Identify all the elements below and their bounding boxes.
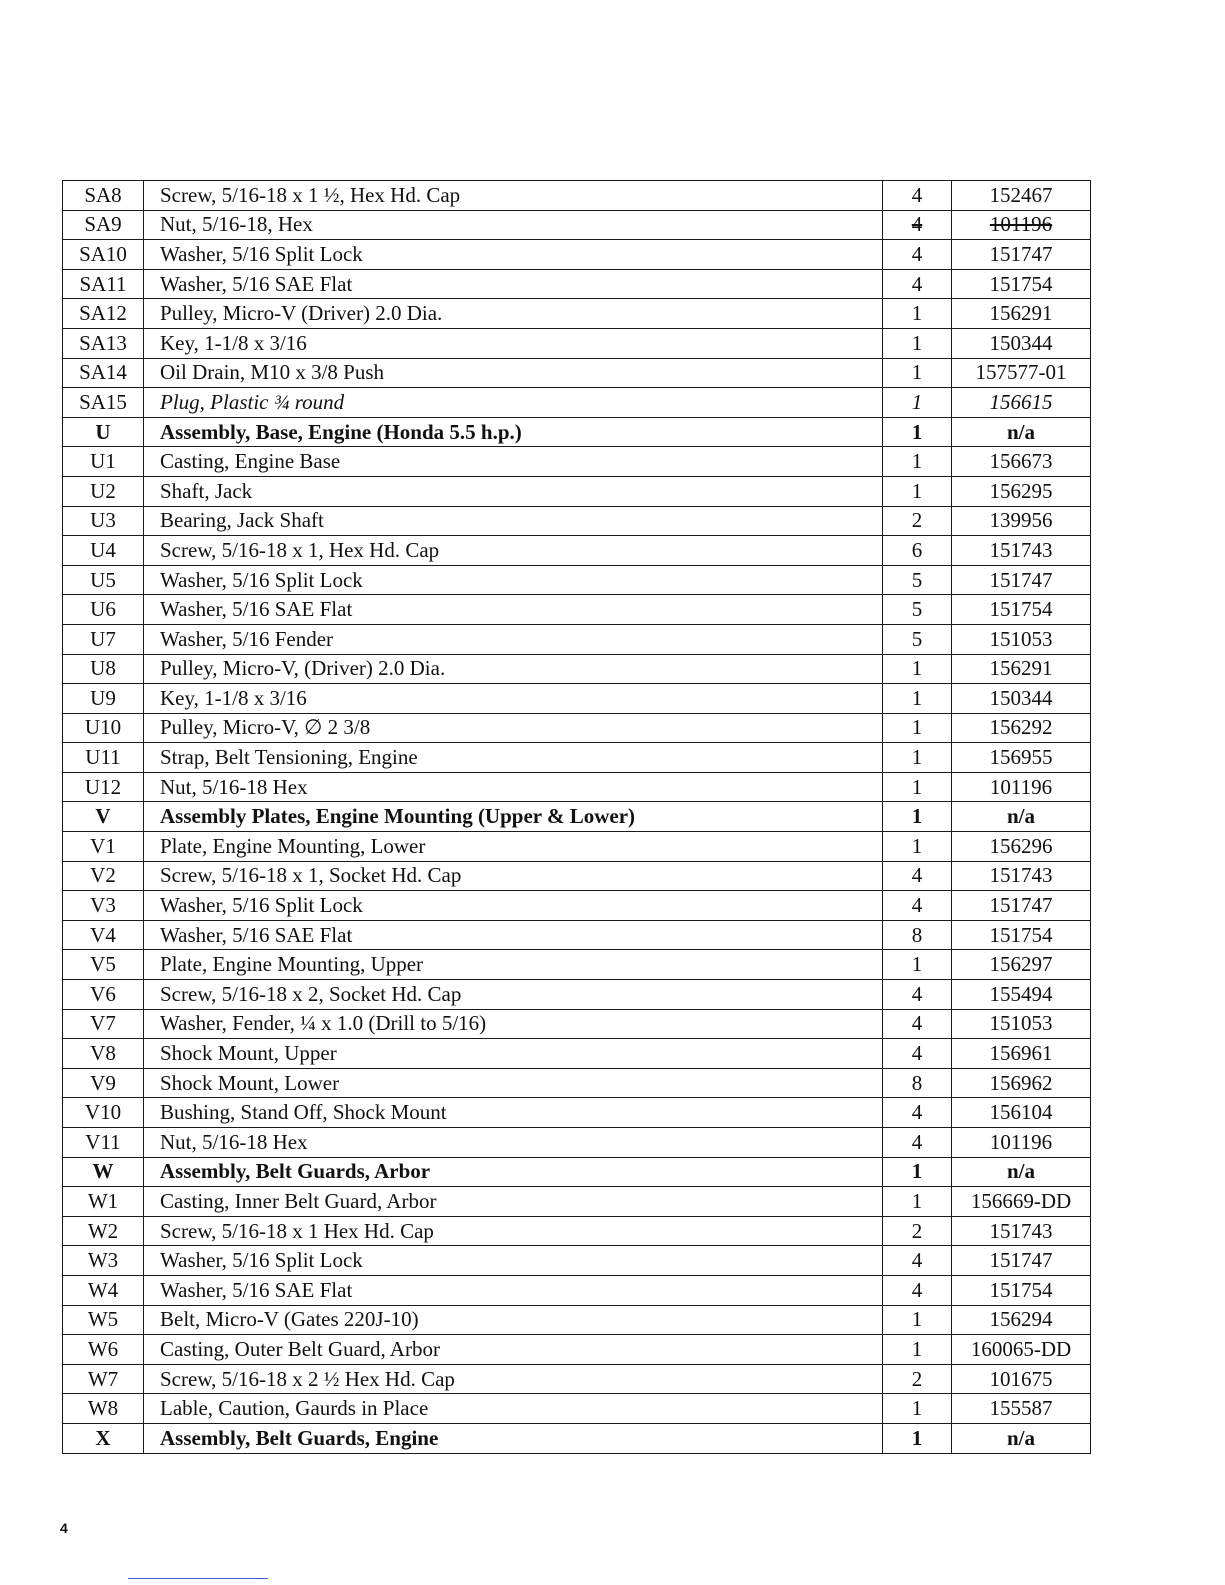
item-part-number-cell: 156104: [952, 1098, 1091, 1128]
assembly-row: [63, 417, 1091, 447]
item-quantity-cell: 1: [883, 388, 952, 418]
item-part-number-cell: n/a: [952, 802, 1091, 832]
table-row: [63, 1098, 1091, 1128]
item-part-number-cell: 151754: [952, 1275, 1091, 1305]
item-quantity-cell: 4: [883, 1098, 952, 1128]
item-id-cell: W1: [63, 1187, 144, 1217]
item-quantity-cell: 1: [883, 1423, 952, 1453]
table-row: [63, 1187, 1091, 1217]
table-row: [63, 980, 1091, 1010]
item-description-cell: Nut, 5/16-18 Hex: [144, 1128, 883, 1158]
table-row: [63, 772, 1091, 802]
item-id-cell: V4: [63, 920, 144, 950]
item-quantity-cell: 2: [883, 1216, 952, 1246]
item-description-cell: Casting, Outer Belt Guard, Arbor: [144, 1335, 883, 1365]
item-part-number-cell: 160065-DD: [952, 1335, 1091, 1365]
item-description-cell: Pulley, Micro-V, (Driver) 2.0 Dia.: [144, 654, 883, 684]
item-description-cell: Assembly, Belt Guards, Arbor: [144, 1157, 883, 1187]
item-part-number-cell: 156291: [952, 299, 1091, 329]
item-part-number-cell: 151754: [952, 269, 1091, 299]
item-id-cell: W2: [63, 1216, 144, 1246]
item-quantity-cell: 1: [883, 358, 952, 388]
item-id-cell: U: [63, 417, 144, 447]
item-description-cell: Washer, 5/16 Split Lock: [144, 1246, 883, 1276]
item-id-cell: V5: [63, 950, 144, 980]
item-part-number-cell: 156962: [952, 1068, 1091, 1098]
table-row: [63, 181, 1091, 211]
item-quantity-cell: 4: [883, 1039, 952, 1069]
item-quantity-cell: 4: [883, 1246, 952, 1276]
item-quantity-cell: 1: [883, 772, 952, 802]
item-part-number-cell: 151743: [952, 536, 1091, 566]
item-part-number-cell: 150344: [952, 328, 1091, 358]
item-description-cell: Shaft, Jack: [144, 476, 883, 506]
item-id-cell: X: [63, 1423, 144, 1453]
item-id-cell: SA13: [63, 328, 144, 358]
item-description-cell: Plug, Plastic ¾ round: [144, 388, 883, 418]
item-id-cell: W6: [63, 1335, 144, 1365]
table-row: [63, 950, 1091, 980]
item-quantity-cell: 1: [883, 684, 952, 714]
item-id-cell: U7: [63, 624, 144, 654]
table-row: [63, 1216, 1091, 1246]
table-row: [63, 684, 1091, 714]
item-description-cell: Washer, 5/16 Split Lock: [144, 565, 883, 595]
item-part-number-cell: 157577-01: [952, 358, 1091, 388]
assembly-row: [63, 1157, 1091, 1187]
item-part-number-cell: n/a: [952, 417, 1091, 447]
item-quantity-cell: 1: [883, 654, 952, 684]
item-part-number-cell: 101196: [952, 210, 1091, 240]
item-part-number-cell: 155494: [952, 980, 1091, 1010]
table-row: [63, 506, 1091, 536]
item-quantity-cell: 1: [883, 950, 952, 980]
item-description-cell: Key, 1-1/8 x 3/16: [144, 328, 883, 358]
table-row: [63, 269, 1091, 299]
assembly-row: [63, 802, 1091, 832]
item-quantity-cell: 1: [883, 1394, 952, 1424]
item-description-cell: Washer, 5/16 Fender: [144, 624, 883, 654]
item-part-number-cell: 101196: [952, 772, 1091, 802]
item-quantity-cell: 5: [883, 565, 952, 595]
item-quantity-cell: 1: [883, 713, 952, 743]
item-description-cell: Key, 1-1/8 x 3/16: [144, 684, 883, 714]
item-part-number-cell: 151747: [952, 1246, 1091, 1276]
table-row: [63, 536, 1091, 566]
item-id-cell: W: [63, 1157, 144, 1187]
table-row: [63, 920, 1091, 950]
item-part-number-cell: 101196: [952, 1128, 1091, 1158]
item-description-cell: Nut, 5/16-18, Hex: [144, 210, 883, 240]
item-quantity-cell: 4: [883, 210, 952, 240]
item-id-cell: V: [63, 802, 144, 832]
item-id-cell: V3: [63, 891, 144, 921]
table-row: [63, 299, 1091, 329]
item-quantity-cell: 4: [883, 1128, 952, 1158]
table-row: [63, 1009, 1091, 1039]
item-id-cell: SA12: [63, 299, 144, 329]
item-part-number-cell: 156297: [952, 950, 1091, 980]
item-quantity-cell: 4: [883, 861, 952, 891]
item-description-cell: Strap, Belt Tensioning, Engine: [144, 743, 883, 773]
table-row: [63, 358, 1091, 388]
item-quantity-cell: 1: [883, 1157, 952, 1187]
item-id-cell: SA14: [63, 358, 144, 388]
table-row: [63, 743, 1091, 773]
item-id-cell: U1: [63, 447, 144, 477]
item-id-cell: V11: [63, 1128, 144, 1158]
item-description-cell: Casting, Inner Belt Guard, Arbor: [144, 1187, 883, 1217]
item-quantity-cell: 4: [883, 1275, 952, 1305]
item-part-number-cell: 139956: [952, 506, 1091, 536]
item-part-number-cell: 156615: [952, 388, 1091, 418]
table-row: [63, 713, 1091, 743]
table-row: [63, 1335, 1091, 1365]
item-description-cell: Washer, 5/16 Split Lock: [144, 891, 883, 921]
item-description-cell: Screw, 5/16-18 x 1 ½, Hex Hd. Cap: [144, 181, 883, 211]
item-id-cell: V7: [63, 1009, 144, 1039]
item-description-cell: Screw, 5/16-18 x 1, Hex Hd. Cap: [144, 536, 883, 566]
table-row: [63, 565, 1091, 595]
item-quantity-cell: 2: [883, 1364, 952, 1394]
item-description-cell: Casting, Engine Base: [144, 447, 883, 477]
item-description-cell: Shock Mount, Lower: [144, 1068, 883, 1098]
item-part-number-cell: n/a: [952, 1157, 1091, 1187]
item-part-number-cell: 156955: [952, 743, 1091, 773]
item-description-cell: Pulley, Micro-V (Driver) 2.0 Dia.: [144, 299, 883, 329]
table-row: [63, 1128, 1091, 1158]
item-quantity-cell: 1: [883, 447, 952, 477]
table-row: [63, 832, 1091, 862]
item-part-number-cell: 156291: [952, 654, 1091, 684]
item-description-cell: Washer, 5/16 SAE Flat: [144, 920, 883, 950]
item-quantity-cell: 4: [883, 980, 952, 1010]
item-id-cell: W8: [63, 1394, 144, 1424]
item-id-cell: U12: [63, 772, 144, 802]
item-quantity-cell: 4: [883, 891, 952, 921]
item-quantity-cell: 8: [883, 1068, 952, 1098]
item-id-cell: U2: [63, 476, 144, 506]
item-part-number-cell: 155587: [952, 1394, 1091, 1424]
item-id-cell: SA8: [63, 181, 144, 211]
item-quantity-cell: 4: [883, 1009, 952, 1039]
item-quantity-cell: 5: [883, 595, 952, 625]
item-id-cell: V9: [63, 1068, 144, 1098]
item-description-cell: Washer, 5/16 SAE Flat: [144, 595, 883, 625]
item-quantity-cell: 1: [883, 328, 952, 358]
item-description-cell: Nut, 5/16-18 Hex: [144, 772, 883, 802]
item-part-number-cell: 152467: [952, 181, 1091, 211]
item-quantity-cell: 5: [883, 624, 952, 654]
table-row: [63, 1275, 1091, 1305]
table-row: [63, 240, 1091, 270]
item-part-number-cell: 101675: [952, 1364, 1091, 1394]
item-description-cell: Assembly, Belt Guards, Engine: [144, 1423, 883, 1453]
item-id-cell: V6: [63, 980, 144, 1010]
item-part-number-cell: 151053: [952, 1009, 1091, 1039]
item-id-cell: V10: [63, 1098, 144, 1128]
item-id-cell: U6: [63, 595, 144, 625]
item-quantity-cell: 1: [883, 1335, 952, 1365]
item-description-cell: Plate, Engine Mounting, Upper: [144, 950, 883, 980]
item-quantity-cell: 1: [883, 802, 952, 832]
item-quantity-cell: 1: [883, 832, 952, 862]
table-row: [63, 1039, 1091, 1069]
item-id-cell: U10: [63, 713, 144, 743]
item-part-number-cell: n/a: [952, 1423, 1091, 1453]
parts-table: [62, 180, 1091, 1454]
item-quantity-cell: 4: [883, 240, 952, 270]
item-description-cell: Screw, 5/16-18 x 2, Socket Hd. Cap: [144, 980, 883, 1010]
item-id-cell: SA11: [63, 269, 144, 299]
item-quantity-cell: 2: [883, 506, 952, 536]
item-part-number-cell: 151754: [952, 595, 1091, 625]
item-part-number-cell: 151053: [952, 624, 1091, 654]
item-description-cell: Bearing, Jack Shaft: [144, 506, 883, 536]
item-quantity-cell: 1: [883, 1187, 952, 1217]
table-row: [63, 1394, 1091, 1424]
item-description-cell: Screw, 5/16-18 x 1, Socket Hd. Cap: [144, 861, 883, 891]
footer-rule: [128, 1578, 268, 1579]
table-row: [63, 595, 1091, 625]
item-description-cell: Belt, Micro-V (Gates 220J-10): [144, 1305, 883, 1335]
item-quantity-cell: 4: [883, 181, 952, 211]
item-id-cell: SA10: [63, 240, 144, 270]
assembly-row: [63, 1423, 1091, 1453]
item-description-cell: Screw, 5/16-18 x 2 ½ Hex Hd. Cap: [144, 1364, 883, 1394]
item-part-number-cell: 156296: [952, 832, 1091, 862]
item-part-number-cell: 151754: [952, 920, 1091, 950]
item-id-cell: U5: [63, 565, 144, 595]
item-description-cell: Washer, Fender, ¼ x 1.0 (Drill to 5/16): [144, 1009, 883, 1039]
item-part-number-cell: 151747: [952, 891, 1091, 921]
item-description-cell: Bushing, Stand Off, Shock Mount: [144, 1098, 883, 1128]
item-id-cell: U8: [63, 654, 144, 684]
item-id-cell: V2: [63, 861, 144, 891]
item-part-number-cell: 156295: [952, 476, 1091, 506]
table-row: [63, 861, 1091, 891]
item-description-cell: Washer, 5/16 Split Lock: [144, 240, 883, 270]
item-id-cell: W5: [63, 1305, 144, 1335]
item-description-cell: Pulley, Micro-V, ∅ 2 3/8: [144, 713, 883, 743]
item-quantity-cell: 1: [883, 417, 952, 447]
table-row: [63, 447, 1091, 477]
table-row: [63, 476, 1091, 506]
item-part-number-cell: 156673: [952, 447, 1091, 477]
page-number: 4: [60, 1520, 68, 1536]
item-id-cell: W7: [63, 1364, 144, 1394]
item-description-cell: Assembly Plates, Engine Mounting (Upper & Lower): [144, 802, 883, 832]
item-part-number-cell: 156294: [952, 1305, 1091, 1335]
item-part-number-cell: 150344: [952, 684, 1091, 714]
item-part-number-cell: 156669-DD: [952, 1187, 1091, 1217]
item-part-number-cell: 156292: [952, 713, 1091, 743]
item-quantity-cell: 1: [883, 299, 952, 329]
table-row: [63, 1364, 1091, 1394]
item-id-cell: U4: [63, 536, 144, 566]
item-quantity-cell: 8: [883, 920, 952, 950]
item-description-cell: Shock Mount, Upper: [144, 1039, 883, 1069]
table-row: [63, 624, 1091, 654]
item-part-number-cell: 151743: [952, 1216, 1091, 1246]
item-description-cell: Lable, Caution, Gaurds in Place: [144, 1394, 883, 1424]
item-quantity-cell: 4: [883, 269, 952, 299]
item-part-number-cell: 151747: [952, 565, 1091, 595]
item-description-cell: Oil Drain, M10 x 3/8 Push: [144, 358, 883, 388]
item-description-cell: Washer, 5/16 SAE Flat: [144, 269, 883, 299]
table-row: [63, 1305, 1091, 1335]
item-id-cell: SA9: [63, 210, 144, 240]
item-quantity-cell: 1: [883, 743, 952, 773]
item-quantity-cell: 6: [883, 536, 952, 566]
item-quantity-cell: 1: [883, 476, 952, 506]
table-row: [63, 654, 1091, 684]
table-row: [63, 1068, 1091, 1098]
table-row: [63, 891, 1091, 921]
item-id-cell: V8: [63, 1039, 144, 1069]
item-id-cell: U11: [63, 743, 144, 773]
item-id-cell: U9: [63, 684, 144, 714]
parts-table-body: [63, 181, 1091, 1454]
item-id-cell: V1: [63, 832, 144, 862]
table-row: [63, 1246, 1091, 1276]
table-row: [63, 210, 1091, 240]
item-part-number-cell: 151747: [952, 240, 1091, 270]
table-row: [63, 328, 1091, 358]
item-description-cell: Plate, Engine Mounting, Lower: [144, 832, 883, 862]
item-id-cell: W3: [63, 1246, 144, 1276]
item-description-cell: Screw, 5/16-18 x 1 Hex Hd. Cap: [144, 1216, 883, 1246]
item-quantity-cell: 1: [883, 1305, 952, 1335]
item-part-number-cell: 151743: [952, 861, 1091, 891]
item-id-cell: W4: [63, 1275, 144, 1305]
table-row: [63, 388, 1091, 418]
item-description-cell: Assembly, Base, Engine (Honda 5.5 h.p.): [144, 417, 883, 447]
item-id-cell: SA15: [63, 388, 144, 418]
item-part-number-cell: 156961: [952, 1039, 1091, 1069]
item-description-cell: Washer, 5/16 SAE Flat: [144, 1275, 883, 1305]
item-id-cell: U3: [63, 506, 144, 536]
